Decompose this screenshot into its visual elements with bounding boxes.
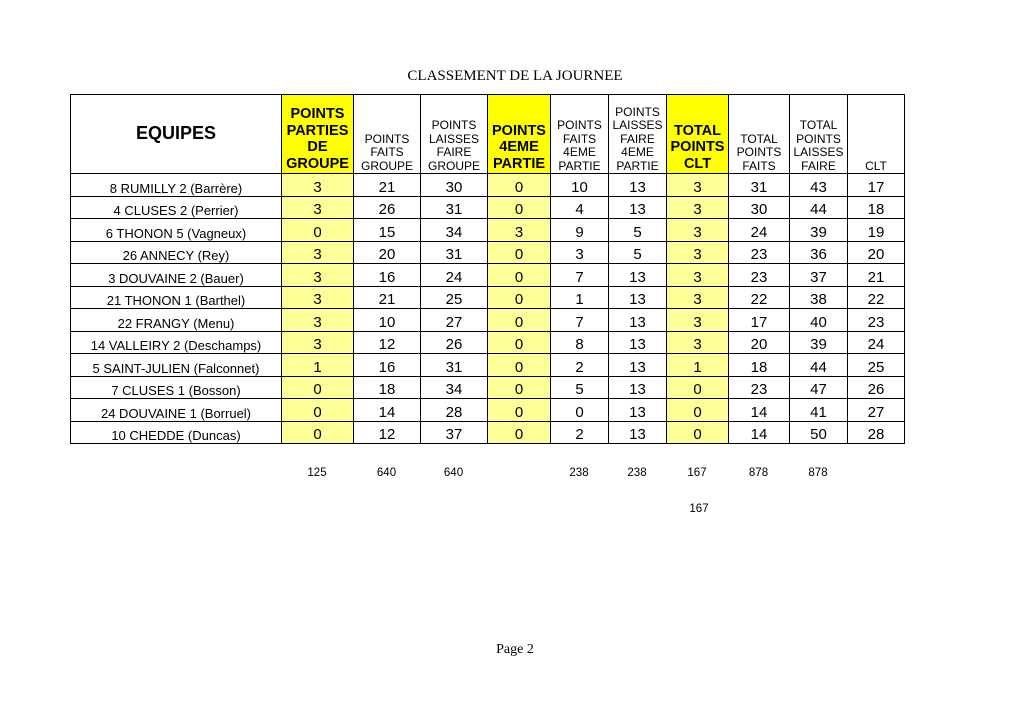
header-text: GROUPE [286, 155, 349, 172]
header-text: 4EME [563, 145, 596, 159]
score-cell: 3 [282, 309, 354, 332]
score-cell: 23 [848, 309, 905, 332]
score-cell: 22 [729, 286, 790, 309]
score-cell: 31 [729, 174, 790, 197]
score-cell: 2 [551, 421, 609, 444]
score-cell: 47 [790, 376, 848, 399]
score-cell: 2 [551, 354, 609, 377]
score-cell: 30 [729, 196, 790, 219]
score-cell: 24 [421, 264, 488, 287]
score-cell: 14 [354, 399, 421, 422]
score-cell: 0 [488, 376, 551, 399]
score-cell: 13 [609, 264, 667, 287]
header-text: POINTS [492, 122, 546, 139]
score-cell: 3 [282, 174, 354, 197]
team-name: 6 THONON 5 (Vagneux) [71, 219, 282, 242]
score-cell: 26 [848, 376, 905, 399]
score-cell: 0 [282, 376, 354, 399]
score-cell: 0 [488, 196, 551, 219]
score-cell: 34 [421, 376, 488, 399]
score-cell: 7 [551, 309, 609, 332]
table-row [71, 421, 905, 444]
header-text: DE [307, 139, 328, 155]
score-cell: 13 [609, 354, 667, 377]
team-name: 24 DOUVAINE 1 (Borruel) [71, 399, 282, 422]
score-cell: 38 [790, 286, 848, 309]
score-cell: 5 [609, 219, 667, 242]
score-cell: 50 [790, 421, 848, 444]
column-header [551, 95, 609, 174]
header-text: CLT [865, 158, 887, 173]
header-text: POINTS [615, 104, 660, 119]
score-cell: 43 [790, 174, 848, 197]
header-row [71, 95, 905, 174]
score-cell: 10 [354, 309, 421, 332]
team-name: 21 THONON 1 (Barthel) [71, 286, 282, 309]
header-text: LAISSES [793, 145, 844, 159]
table-row [71, 354, 905, 377]
score-cell: 30 [421, 174, 488, 197]
team-name: 4 CLUSES 2 (Perrier) [71, 196, 282, 219]
score-cell: 0 [551, 399, 609, 422]
score-cell: 0 [488, 309, 551, 332]
score-cell: 0 [667, 376, 729, 399]
header-text: FAIRE [801, 158, 836, 173]
score-cell: 13 [609, 331, 667, 354]
table-row [71, 286, 905, 309]
column-header [488, 95, 551, 174]
score-cell: 3 [282, 264, 354, 287]
header-text: FAITS [370, 145, 404, 159]
score-cell: 44 [790, 196, 848, 219]
score-cell: 0 [282, 399, 354, 422]
score-cell: 17 [848, 174, 905, 197]
standings-table [70, 94, 905, 444]
score-cell: 40 [790, 309, 848, 332]
header-text: FAITS [562, 131, 597, 146]
score-cell: 3 [282, 286, 354, 309]
score-cell: 3 [551, 241, 609, 264]
header-text: TOTAL [799, 118, 838, 132]
score-cell: 28 [848, 421, 905, 444]
score-cell: 0 [488, 241, 551, 264]
score-cell: 21 [848, 264, 905, 287]
score-cell: 31 [421, 196, 488, 219]
header-text: 4EME [621, 145, 654, 159]
table-row [71, 241, 905, 264]
score-cell: 23 [729, 264, 790, 287]
page-number: Page 2 [496, 642, 534, 657]
header-text: POINTS [290, 106, 345, 122]
score-cell: 13 [609, 376, 667, 399]
score-cell: 18 [354, 376, 421, 399]
header-text: 4EME [499, 139, 539, 155]
total-value: 167 [687, 467, 707, 479]
score-cell: 13 [609, 286, 667, 309]
score-cell: 3 [282, 241, 354, 264]
header-text: EQUIPES [135, 123, 217, 144]
table-row [71, 399, 905, 422]
score-cell: 3 [667, 219, 729, 242]
score-cell: 3 [282, 196, 354, 219]
team-name: 22 FRANGY (Menu) [71, 309, 282, 332]
score-cell: 36 [790, 241, 848, 264]
column-header [609, 95, 667, 174]
header-text: POINTS [431, 118, 477, 132]
table-row [71, 264, 905, 287]
score-cell: 3 [667, 286, 729, 309]
score-cell: 25 [421, 286, 488, 309]
total-value: 640 [443, 467, 464, 479]
column-header [282, 95, 354, 174]
team-name: 26 ANNECY (Rey) [71, 241, 282, 264]
score-cell: 1 [282, 354, 354, 377]
table-row [71, 219, 905, 242]
score-cell: 4 [551, 196, 609, 219]
header-text: FAIRE [436, 145, 472, 159]
total-value [487, 467, 550, 479]
score-cell: 22 [848, 286, 905, 309]
table-row [71, 376, 905, 399]
header-text: PARTIE [492, 155, 546, 172]
score-cell: 18 [848, 196, 905, 219]
header-text: POINTS [796, 131, 841, 146]
header-text: PARTIES [286, 122, 349, 139]
score-cell: 0 [488, 264, 551, 287]
score-cell: 0 [282, 421, 354, 444]
score-cell: 14 [729, 421, 790, 444]
score-cell: 18 [729, 354, 790, 377]
team-name: 3 DOUVAINE 2 (Bauer) [71, 264, 282, 287]
total-value: 125 [307, 467, 327, 479]
score-cell: 10 [551, 174, 609, 197]
score-cell: 16 [354, 264, 421, 287]
score-cell: 31 [421, 354, 488, 377]
column-totals [70, 467, 904, 479]
score-cell: 0 [282, 219, 354, 242]
total-value: 238 [569, 467, 589, 479]
score-cell: 20 [848, 241, 905, 264]
score-cell: 15 [354, 219, 421, 242]
score-cell: 13 [609, 174, 667, 197]
team-name: 14 VALLEIRY 2 (Deschamps) [71, 331, 282, 354]
score-cell: 24 [848, 331, 905, 354]
score-cell: 0 [488, 421, 551, 444]
header-text: TOTAL [740, 131, 778, 146]
score-cell: 23 [729, 376, 790, 399]
score-cell: 3 [667, 309, 729, 332]
total-value: 878 [808, 467, 828, 479]
score-cell: 13 [609, 421, 667, 444]
score-cell: 3 [282, 331, 354, 354]
score-cell: 37 [790, 264, 848, 287]
column-header [667, 95, 729, 174]
table-row [71, 331, 905, 354]
score-cell: 12 [354, 421, 421, 444]
score-cell: 25 [848, 354, 905, 377]
score-cell: 1 [667, 354, 729, 377]
score-cell: 37 [421, 421, 488, 444]
score-cell: 0 [488, 174, 551, 197]
score-cell: 44 [790, 354, 848, 377]
table-row [71, 309, 905, 332]
header-text: POINTS [364, 131, 410, 146]
score-cell: 3 [667, 241, 729, 264]
score-cell: 0 [488, 331, 551, 354]
header-text: POINTS [557, 118, 602, 132]
score-cell: 13 [609, 309, 667, 332]
table-row [71, 196, 905, 219]
header-text: LAISSES [612, 118, 663, 132]
column-header [354, 95, 421, 174]
score-cell: 24 [729, 219, 790, 242]
header-text: POINTS [670, 139, 725, 155]
header-text: PARTIE [558, 158, 601, 173]
team-name: 5 SAINT-JULIEN (Falconnet) [71, 354, 282, 377]
score-cell: 5 [609, 241, 667, 264]
total-value [70, 467, 281, 479]
score-cell: 0 [488, 399, 551, 422]
score-cell: 3 [488, 219, 551, 242]
score-cell: 17 [729, 309, 790, 332]
header-text: LAISSES [428, 131, 480, 146]
score-cell: 0 [667, 421, 729, 444]
score-cell: 0 [488, 286, 551, 309]
score-cell: 31 [421, 241, 488, 264]
team-name: 10 CHEDDE (Duncas) [71, 421, 282, 444]
score-cell: 27 [421, 309, 488, 332]
header-text: FAIRE [620, 131, 655, 146]
header-text: GROUPE [427, 158, 480, 173]
header-text: POINTS [736, 145, 782, 159]
score-cell: 19 [848, 219, 905, 242]
score-cell: 39 [790, 219, 848, 242]
score-cell: 16 [354, 354, 421, 377]
score-cell: 14 [729, 399, 790, 422]
score-cell: 21 [354, 174, 421, 197]
score-cell: 26 [354, 196, 421, 219]
score-cell: 39 [790, 331, 848, 354]
score-cell: 0 [488, 354, 551, 377]
team-name: 8 RUMILLY 2 (Barrère) [71, 174, 282, 197]
score-cell: 3 [667, 331, 729, 354]
header-text: CLT [683, 155, 712, 172]
column-header [790, 95, 848, 174]
score-cell: 5 [551, 376, 609, 399]
header-text: FAITS [742, 158, 776, 173]
score-cell: 23 [729, 241, 790, 264]
total-value [847, 467, 904, 479]
score-cell: 13 [609, 399, 667, 422]
header-equipes [71, 95, 282, 174]
table-row [71, 174, 905, 197]
score-cell: 13 [609, 196, 667, 219]
total-value: 878 [748, 467, 769, 479]
header-text: PARTIE [616, 158, 659, 173]
score-cell: 26 [421, 331, 488, 354]
score-cell: 3 [667, 196, 729, 219]
score-cell: 8 [551, 331, 609, 354]
column-header [848, 95, 905, 174]
total-value: 640 [376, 467, 397, 479]
score-cell: 34 [421, 219, 488, 242]
team-name: 7 CLUSES 1 (Bosson) [71, 376, 282, 399]
score-cell: 1 [551, 286, 609, 309]
score-cell: 7 [551, 264, 609, 287]
column-header [421, 95, 488, 174]
column-header [729, 95, 790, 174]
score-cell: 9 [551, 219, 609, 242]
score-cell: 27 [848, 399, 905, 422]
total-clt-check: 167 [689, 503, 709, 515]
score-cell: 3 [667, 174, 729, 197]
score-cell: 28 [421, 399, 488, 422]
score-cell: 3 [667, 264, 729, 287]
score-cell: 20 [354, 241, 421, 264]
total-value: 238 [627, 467, 647, 479]
score-cell: 20 [729, 331, 790, 354]
score-cell: 12 [354, 331, 421, 354]
header-text: GROUPE [360, 158, 413, 173]
score-cell: 21 [354, 286, 421, 309]
score-cell: 41 [790, 399, 848, 422]
page-title: CLASSEMENT DE LA JOURNEE [407, 68, 623, 84]
score-cell: 0 [667, 399, 729, 422]
header-text: TOTAL [674, 122, 721, 139]
